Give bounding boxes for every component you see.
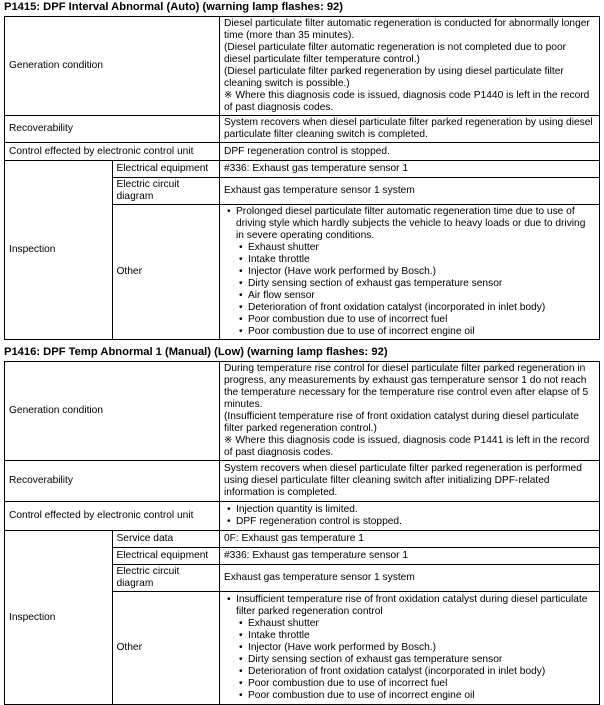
row-label: Control effected by electronic control unit [5, 143, 220, 161]
other-cell [220, 592, 600, 705]
dtc-section-p1415 [4, 0, 600, 340]
bullet-list [224, 504, 595, 528]
paragraph: (Diesel particulate filter parked regeneration by using diesel particulate filter cleaning switch is possible.) [224, 66, 564, 89]
sub-label: Electrical equipment [112, 161, 220, 178]
paragraph: During temperature rise control for diesel particulate filter parked regeneration in progress, any measurements by exhaust gas temperature sensor 1 do not reach the temperature necessary for the temperature rise control even after elapse of 5 minutes. [224, 363, 589, 410]
table-row [5, 161, 600, 178]
generation-condition-cell [220, 17, 600, 116]
dtc-table [4, 16, 600, 340]
list-item: • Prolonged diesel particulate filter automatic regeneration time due to use of driving style which hardly subjects the vehicle to heavy loads or due to driving in severe operating conditions. [224, 206, 595, 242]
list-item: • Deterioration of front oxidation catalyst (incorporated in inlet body) [224, 302, 595, 314]
dtc-table [4, 361, 600, 705]
table-row [5, 531, 600, 548]
list-item: • DPF regeneration control is stopped. [224, 516, 595, 528]
list-item: • Injector (Have work performed by Bosch.) [224, 642, 595, 654]
section-title: P1415: DPF Interval Abnormal (Auto) (warning lamp flashes: 92) [4, 1, 344, 13]
sub-label: Electrical equipment [112, 548, 220, 565]
row-label: Generation condition [5, 17, 220, 116]
list-item: • Intake throttle [224, 630, 595, 642]
table-row [5, 143, 600, 161]
list-item: • Intake throttle [224, 254, 595, 266]
sub-label: Other [112, 205, 220, 340]
control-cell [220, 502, 600, 531]
table-row [5, 502, 600, 531]
sub-label: Electric circuit diagram [112, 565, 220, 592]
control-cell: DPF regeneration control is stopped. [220, 143, 600, 161]
table-row [5, 461, 600, 502]
table-row [5, 362, 600, 461]
bullet-list [224, 206, 595, 242]
list-item: • Dirty sensing section of exhaust gas temperature sensor [224, 654, 595, 666]
electrical-equipment-cell: #336: Exhaust gas temperature sensor 1 [220, 548, 600, 565]
inspection-label: Inspection [5, 161, 113, 340]
row-label: Control effected by electronic control unit [5, 502, 220, 531]
table-row [5, 17, 600, 116]
sub-bullet-list [224, 242, 595, 338]
circuit-cell: Exhaust gas temperature sensor 1 system [220, 178, 600, 205]
list-item: • Deterioration of front oxidation catalyst (incorporated in inlet body) [224, 666, 595, 678]
paragraph: (Diesel particulate filter automatic regeneration is not completed due to poor diesel particulate filter temperature control.) [224, 42, 567, 65]
electrical-equipment-cell: #336: Exhaust gas temperature sensor 1 [220, 161, 600, 178]
row-label: Recoverability [5, 461, 220, 502]
bullet-list [224, 594, 595, 618]
sub-label: Electric circuit diagram [112, 178, 220, 205]
row-label: Recoverability [5, 116, 220, 143]
paragraph: Diesel particulate filter automatic regeneration is conducted for abnormally longer time (more than 35 minutes). [224, 18, 590, 41]
list-item: • Poor combustion due to use of incorrect engine oil [224, 690, 595, 702]
paragraph: ※ Where this diagnosis code is issued, diagnosis code P1440 is left in the record of past diagnosis codes. [224, 90, 590, 113]
sub-label: Other [112, 592, 220, 705]
list-item: • Insufficient temperature rise of front oxidation catalyst during diesel particulate filter parked regeneration control [224, 594, 595, 618]
list-item: • Exhaust shutter [224, 242, 595, 254]
list-item: • Injector (Have work performed by Bosch.) [224, 266, 595, 278]
list-item: • Injection quantity is limited. [224, 504, 595, 516]
service-data-cell: 0F: Exhaust gas temperature 1 [220, 531, 600, 548]
dtc-section-p1416 [4, 345, 600, 705]
list-item: • Poor combustion due to use of incorrect engine oil [224, 326, 595, 338]
recoverability-cell: System recovers when diesel particulate filter parked regeneration is performed using diesel particulate filter cleaning switch after initializing DPF-related information is completed. [220, 461, 600, 502]
row-label: Generation condition [5, 362, 220, 461]
inspection-label: Inspection [5, 531, 113, 705]
sub-bullet-list [224, 618, 595, 702]
recoverability-cell: System recovers when diesel particulate filter parked regeneration by using diesel particulate filter cleaning switch is completed. [220, 116, 600, 143]
list-item: • Poor combustion due to use of incorrect fuel [224, 678, 595, 690]
sub-label: Service data [112, 531, 220, 548]
paragraph: ※ Where this diagnosis code is issued, diagnosis code P1441 is left in the record of past diagnosis codes. [224, 435, 590, 458]
paragraph: (Insufficient temperature rise of front oxidation catalyst during diesel particulate filter parked regeneration control.) [224, 411, 579, 434]
section-title: P1416: DPF Temp Abnormal 1 (Manual) (Low) (warning lamp flashes: 92) [4, 346, 388, 358]
list-item: • Exhaust shutter [224, 618, 595, 630]
table-row [5, 116, 600, 143]
generation-condition-cell [220, 362, 600, 461]
other-cell [220, 205, 600, 340]
list-item: • Air flow sensor [224, 290, 595, 302]
circuit-cell: Exhaust gas temperature sensor 1 system [220, 565, 600, 592]
list-item: • Poor combustion due to use of incorrect fuel [224, 314, 595, 326]
list-item: • Dirty sensing section of exhaust gas temperature sensor [224, 278, 595, 290]
